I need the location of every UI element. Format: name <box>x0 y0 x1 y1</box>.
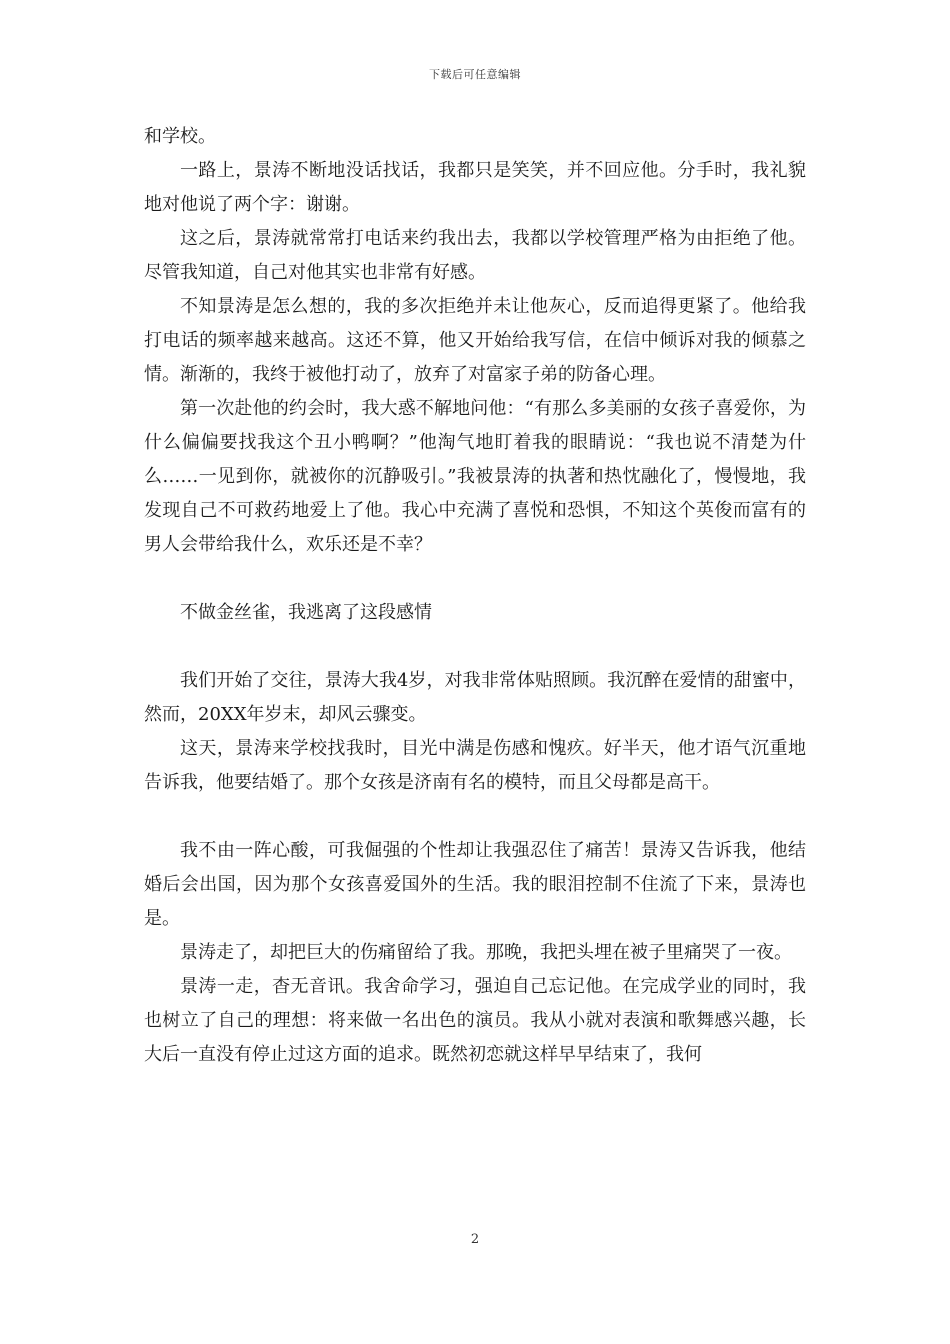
paragraph: 我们开始了交往，景涛大我4岁，对我非常体贴照顾。我沉醉在爱情的甜蜜中，然而，20XX年岁末，却风云骤变。 <box>144 670 806 725</box>
paragraph: 这之后，景涛就常常打电话来约我出去，我都以学校管理严格为由拒绝了他。尽管我知道，自己对他其实也非常有好感。 <box>144 228 806 283</box>
page-number: 2 <box>470 1232 480 1247</box>
paragraph: 这天，景涛来学校找我时，目光中满是伤感和愧疚。好半天，他才语气沉重地告诉我，他要结婚了。那个女孩是济南有名的模特，而且父母都是高干。 <box>144 738 806 793</box>
document-body <box>144 120 806 1072</box>
paragraph: 一路上，景涛不断地没话找话，我都只是笑笑，并不回应他。分手时，我礼貌地对他说了两个字：谢谢。 <box>144 160 806 215</box>
section-heading: 不做金丝雀，我逃离了这段感情 <box>180 602 432 623</box>
paragraph: 景涛一走，杳无音讯。我舍命学习，强迫自己忘记他。在完成学业的同时，我也树立了自己的理想：将来做一名出色的演员。我从小就对表演和歌舞感兴趣，长大后一直没有停止过这方面的追求。既然初恋就这样早早结束了，我何 <box>144 976 806 1065</box>
page-header: 下载后可任意编辑 <box>429 68 521 81</box>
paragraph: 第一次赴他的约会时，我大惑不解地问他：“有那么多美丽的女孩子喜爱你，为什么偏偏要找我这个丑小鸭啊？”他淘气地盯着我的眼睛说：“我也说不清楚为什么……一见到你，就被你的沉静吸引。”我被景涛的执著和热忱融化了，慢慢地，我发现自己不可救药地爱上了他。我心中充满了喜悦和恐惧，不知这个英俊而富有的男人会带给我什么，欢乐还是不幸？ <box>144 398 806 555</box>
paragraph: 我不由一阵心酸，可我倔强的个性却让我强忍住了痛苦！景涛又告诉我，他结婚后会出国，因为那个女孩喜爱国外的生活。我的眼泪控制不住流了下来，景涛也是。 <box>144 840 806 929</box>
paragraph: 景涛走了，却把巨大的伤痛留给了我。那晚，我把头埋在被子里痛哭了一夜。 <box>180 942 792 963</box>
paragraph: 不知景涛是怎么想的，我的多次拒绝并未让他灰心，反而追得更紧了。他给我打电话的频率越来越高。这还不算，他又开始给我写信，在信中倾诉对我的倾慕之情。渐渐的，我终于被他打动了，放弃了对富家子弟的防备心理。 <box>144 296 806 385</box>
paragraph: 和学校。 <box>144 126 216 147</box>
